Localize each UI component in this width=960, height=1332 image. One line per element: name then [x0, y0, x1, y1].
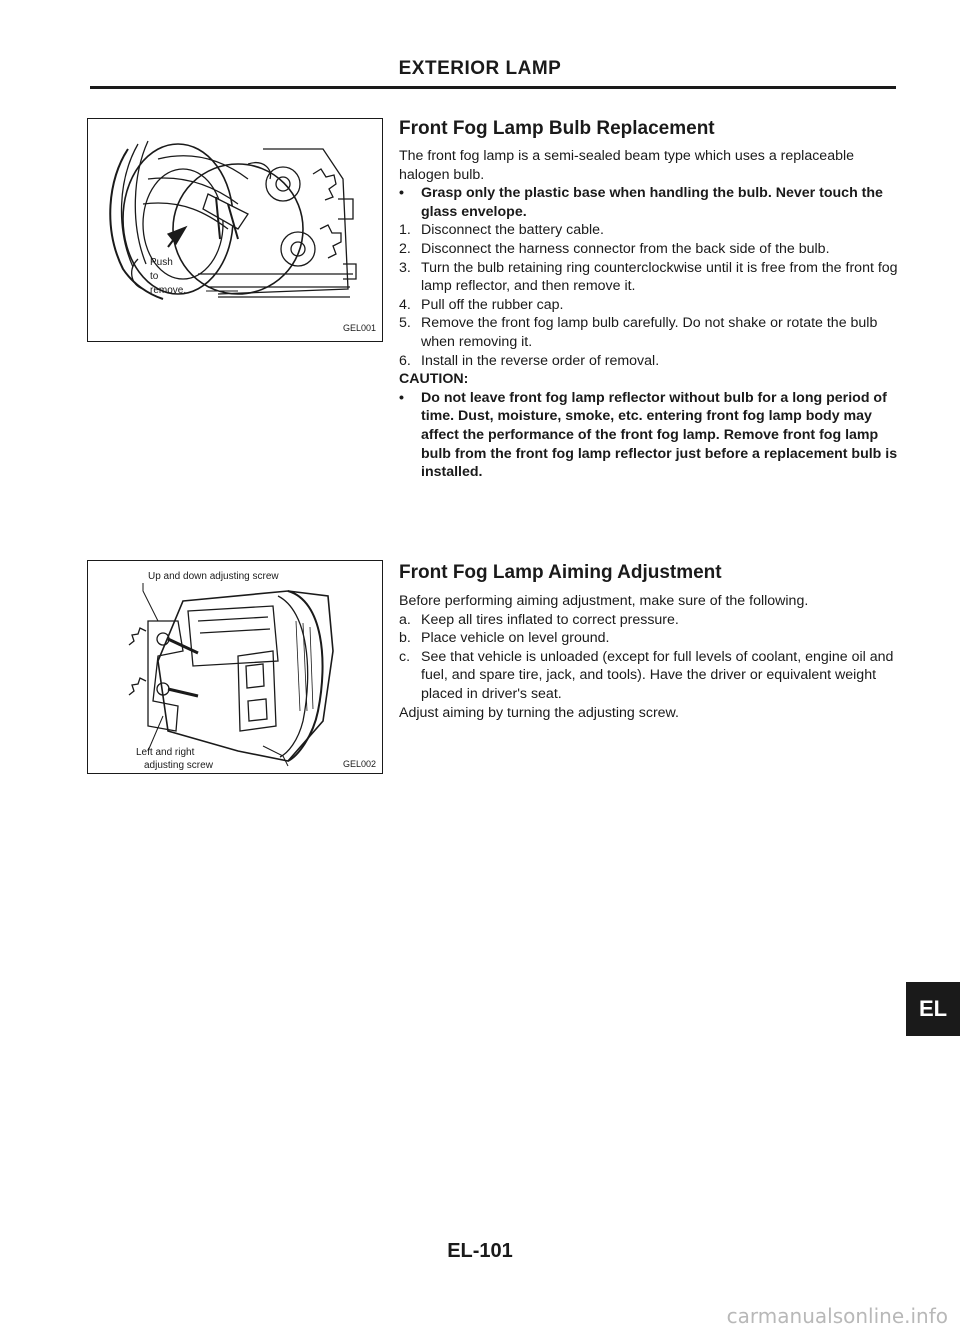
step-text: Keep all tires inflated to correct pressure. [421, 611, 679, 628]
section2-body [399, 592, 899, 722]
section1-step [399, 240, 899, 259]
step-number: 1. [399, 222, 411, 239]
section2-outro: Adjust aiming by turning the adjusting screw. [399, 704, 679, 721]
step-letter: c. [399, 648, 411, 665]
figure-fog-lamp-bulb-removal [87, 118, 383, 342]
section2-step [399, 648, 899, 704]
figure2-label-left-right-line2: adjusting screw [144, 760, 213, 771]
section1-caution-text: Do not leave front fog lamp reflector without bulb for a long period of time. Dust, moisture, smoke, etc. entering front fog lamp body may affect the performance of the front fog lamp. Remove front fog lamp bulb from the front fog lamp reflector just before a replacement bulb is installed. [421, 389, 898, 481]
figure1-code: GEL001 [342, 323, 376, 333]
section1-step [399, 221, 899, 240]
section1-step [399, 296, 899, 315]
step-text: Place vehicle on level ground. [421, 630, 610, 647]
section1-body [399, 147, 899, 482]
fog-lamp-aiming-illustration [88, 561, 382, 773]
figure2-label-up-down-screw: Up and down adjusting screw [148, 571, 279, 582]
section1-intro: The front fog lamp is a semi-sealed beam type which uses a replaceable halogen bulb. [399, 148, 855, 183]
section1-step [399, 259, 899, 296]
section1-caution [399, 389, 899, 482]
step-number: 3. [399, 259, 411, 276]
step-number: 6. [399, 352, 411, 369]
section2-intro: Before performing aiming adjustment, make sure of the following. [399, 593, 809, 609]
figure2-label-left-right-line1: Left and right [136, 747, 195, 758]
section2-step [399, 611, 899, 630]
page-number: EL-101 [447, 1240, 513, 1262]
fog-lamp-bulb-illustration [88, 119, 382, 341]
section1-title: Front Fog Lamp Bulb Replacement [399, 118, 715, 139]
section-tab-el[interactable]: EL [906, 982, 960, 1036]
header-rule [90, 86, 896, 89]
section1-warning-text: Grasp only the plastic base when handling the bulb. Never touch the glass envelope. [421, 185, 883, 220]
section1-step [399, 352, 899, 371]
step-text: See that vehicle is unloaded (except for full levels of coolant, engine oil and fuel, and spare tire, jack, and tools). Have the driver or equivalent weight placed in driver's seat. [421, 648, 894, 702]
step-text: Disconnect the battery cable. [421, 222, 604, 239]
step-text: Turn the bulb retaining ring counterclockwise until it is free from the front fog lamp reflector, and then remove it. [421, 259, 898, 295]
step-text: Install in the reverse order of removal. [421, 352, 660, 369]
caution-label: CAUTION: [399, 371, 469, 388]
step-text: Disconnect the harness connector from the back side of the bulb. [421, 240, 830, 257]
step-text: Remove the front fog lamp bulb carefully. Do not shake or rotate the bulb when removing it. [421, 315, 878, 350]
figure1-label-push: Push [150, 257, 173, 268]
watermark: carmanualsonline.info [726, 1304, 948, 1328]
step-text: Pull off the rubber cap. [421, 296, 564, 313]
section1-warning [399, 184, 899, 221]
figure-fog-lamp-aiming [87, 560, 383, 774]
section2-title: Front Fog Lamp Aiming Adjustment [399, 562, 722, 583]
step-letter: a. [399, 611, 411, 628]
bullet-marker: • [399, 185, 404, 202]
bullet-marker: • [399, 389, 404, 406]
figure1-label-remove: remove. [150, 285, 187, 296]
page-header-title: EXTERIOR LAMP [398, 58, 562, 79]
step-number: 2. [399, 240, 411, 257]
step-number: 5. [399, 315, 411, 332]
step-letter: b. [399, 630, 411, 647]
figure1-label-to: to [150, 271, 159, 282]
section2-step [399, 629, 899, 648]
step-number: 4. [399, 296, 411, 313]
section1-step [399, 314, 899, 351]
figure2-code: GEL002 [342, 759, 376, 769]
